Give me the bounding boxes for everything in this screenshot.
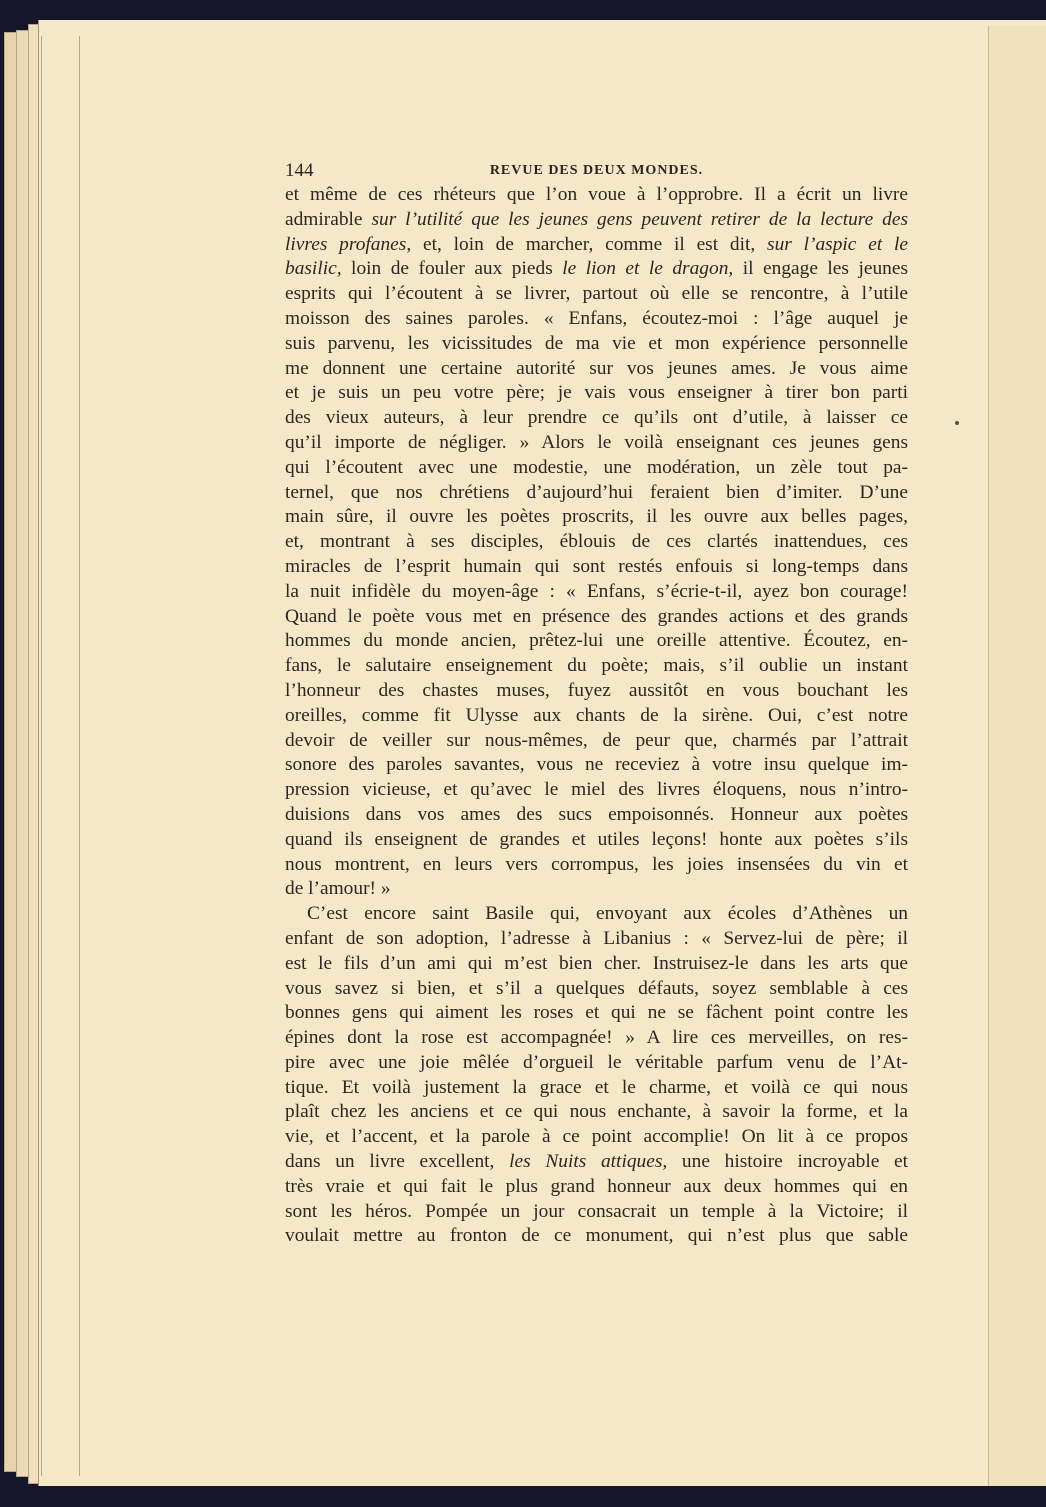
text-segment: épines dont la rose est accompagnée! » A lire ces merveilles, on res- xyxy=(285,1027,908,1049)
text-line xyxy=(285,1200,908,1225)
italic-title-text: basilic, xyxy=(285,258,342,280)
text-segment: duisions dans vos ames des sucs empoisonnés. Honneur aux poètes xyxy=(285,803,908,825)
text-line xyxy=(285,679,908,704)
text-line xyxy=(285,257,908,282)
text-segment: pire avec une joie mêlée d’orgueil le véritable parfum venu de l’At- xyxy=(285,1051,908,1073)
ink-speck xyxy=(955,421,959,425)
page-edge-line xyxy=(41,36,42,1476)
text-segment: est le fils d’un ami qui m’est bien cher. Instruisez-le dans les arts que xyxy=(285,952,908,974)
text-segment: qui l’écoutent avec une modestie, une modération, un zèle tout pa- xyxy=(285,456,908,478)
text-segment: enfant de son adoption, l’adresse à Libanius : « Servez-lui de père; il xyxy=(285,927,908,949)
text-line xyxy=(285,406,908,431)
text-line xyxy=(285,927,908,952)
text-line xyxy=(285,803,908,828)
text-line xyxy=(285,1076,908,1101)
text-segment: , et, loin de marcher, comme il est dit, xyxy=(406,233,768,255)
text-line xyxy=(285,307,908,332)
text-line xyxy=(285,654,908,679)
text-line xyxy=(285,530,908,555)
text-line xyxy=(285,877,908,902)
text-segment: une histoire incroyable et xyxy=(667,1151,908,1173)
text-segment: sont les héros. Pompée un jour consacrait un temple à la Victoire; il xyxy=(285,1200,908,1222)
text-segment: Quand le poète vous met en présence des grandes actions et des grands xyxy=(285,605,908,627)
text-segment: C’est encore saint Basile qui, envoyant aux écoles d’Athènes un xyxy=(307,903,908,925)
italic-title-text: livres profanes xyxy=(285,233,407,255)
text-line xyxy=(285,704,908,729)
text-line xyxy=(285,456,908,481)
text-line xyxy=(285,853,908,878)
text-segment: me donnent une certaine autorité sur vos jeunes ames. Je vous aime xyxy=(285,357,908,379)
text-line xyxy=(285,233,908,258)
body-text xyxy=(285,183,908,1249)
text-segment: fans, le salutaire enseignement du poète; mais, s’il oublie un instant xyxy=(285,655,908,677)
text-segment: la nuit infidèle du moyen-âge : « Enfans, s’écrie-t-il, ayez bon courage! xyxy=(285,580,908,602)
text-line xyxy=(285,1100,908,1125)
text-segment: pression vicieuse, et qu’avec le miel des livres éloquens, nous n’intro- xyxy=(285,779,908,801)
text-line xyxy=(285,183,908,208)
text-segment: vie, et l’accent, et la parole à ce point accomplie! On lit à ce propos xyxy=(285,1126,908,1148)
running-title: REVUE DES DEUX MONDES. xyxy=(489,163,704,178)
italic-title-text: sur l’aspic et le xyxy=(767,233,908,255)
text-segment: vous savez si bien, et s’il a quelques défauts, soyez semblable à ces xyxy=(285,977,908,999)
text-segment: l’honneur des chastes muses, fuyez aussitôt en vous bouchant les xyxy=(285,679,908,701)
text-segment: ternel, que nos chrétiens d’aujourd’hui feraient bien d’imiter. D’une xyxy=(285,481,908,503)
page-header xyxy=(285,160,908,182)
text-segment: qu’il importe de négliger. » Alors le voilà enseignant ces jeunes gens xyxy=(285,431,908,453)
text-segment: miracles de l’esprit humain qui sont restés enfouis si long-temps dans xyxy=(285,555,908,577)
text-line xyxy=(285,778,908,803)
text-line xyxy=(285,1125,908,1150)
text-line xyxy=(285,481,908,506)
text-segment: plaît chez les anciens et ce qui nous enchante, à savoir la forme, et la xyxy=(285,1101,908,1123)
text-segment: et, montrant à ses disciples, éblouis de ces clartés inattendues, ces xyxy=(285,531,908,553)
text-line xyxy=(285,580,908,605)
italic-title-text: les Nuits attiques, xyxy=(509,1151,668,1173)
text-segment: oreilles, comme fit Ulysse aux chants de la sirène. Oui, c’est notre xyxy=(285,704,908,726)
text-line xyxy=(285,1224,908,1249)
text-line xyxy=(285,357,908,382)
text-segment: très vraie et qui fait le plus grand honneur aux deux hommes qui en xyxy=(285,1175,908,1197)
text-segment: admirable xyxy=(285,208,372,230)
italic-title-text: le lion et le dragon, xyxy=(562,258,734,280)
text-line xyxy=(285,332,908,357)
text-line xyxy=(285,902,908,927)
text-line xyxy=(285,1150,908,1175)
page-number: 144 xyxy=(285,160,314,181)
text-segment: bonnes gens qui aiment les roses et qui ne se fâchent point contre les xyxy=(285,1002,908,1024)
italic-title-text: sur l’utilité que les jeunes gens peuvent retirer de la lecture des xyxy=(371,208,908,230)
text-segment: et même de ces rhéteurs que l’on voue à l’opprobre. Il a écrit un livre xyxy=(285,184,908,205)
text-line xyxy=(285,629,908,654)
text-line xyxy=(285,282,908,307)
text-segment: esprits qui l’écoutent à se livrer, partout où elle se rencontre, à l’utile xyxy=(285,283,908,305)
next-page-edge xyxy=(989,26,1046,1486)
text-line xyxy=(285,729,908,754)
text-line xyxy=(285,505,908,530)
text-line xyxy=(285,1175,908,1200)
text-segment: il engage les jeunes xyxy=(733,258,908,280)
text-segment: tique. Et voilà justement la grace et le charme, et voilà ce qui nous xyxy=(285,1076,908,1098)
text-segment: main sûre, il ouvre les poètes proscrits, il les ouvre aux belles pages, xyxy=(285,506,908,528)
text-segment: dans un livre excellent, xyxy=(285,1151,510,1173)
text-segment: hommes du monde ancien, prêtez-lui une oreille attentive. Écoutez, en- xyxy=(285,630,908,652)
text-segment: des vieux auteurs, à leur prendre ce qu’ils ont d’utile, à laisser ce xyxy=(285,407,908,429)
text-line xyxy=(285,977,908,1002)
text-line xyxy=(285,753,908,778)
text-line xyxy=(285,555,908,580)
text-line xyxy=(285,605,908,630)
text-line xyxy=(285,952,908,977)
text-segment: moisson des saines paroles. « Enfans, écoutez-moi : l’âge auquel je xyxy=(285,307,908,329)
text-segment: suis parvenu, les vicissitudes de ma vie et mon expérience personnelle xyxy=(285,332,908,354)
text-line xyxy=(285,1051,908,1076)
text-line xyxy=(285,208,908,233)
text-segment: quand ils enseignent de grandes et utiles leçons! honte aux poètes s’ils xyxy=(285,828,908,850)
text-line xyxy=(285,1026,908,1051)
text-segment: sonore des paroles savantes, vous ne receviez à votre insu quelque im- xyxy=(285,754,908,776)
text-segment: devoir de veiller sur nous-mêmes, de peur que, charmés par l’attrait xyxy=(285,729,908,751)
text-line xyxy=(285,381,908,406)
text-segment: voulait mettre au fronton de ce monument, qui n’est plus que sable xyxy=(285,1225,908,1247)
text-segment: nous montrent, en leurs vers corrompus, les joies insensées du vin et xyxy=(285,853,908,875)
text-segment: de l’amour! » xyxy=(285,878,391,900)
text-line xyxy=(285,828,908,853)
text-line xyxy=(285,1001,908,1026)
text-segment: loin de fouler aux pieds xyxy=(341,258,563,280)
text-segment: et je suis un peu votre père; je vais vous enseigner à tirer bon parti xyxy=(285,382,908,404)
text-line xyxy=(285,431,908,456)
page-edge-line xyxy=(79,36,80,1476)
